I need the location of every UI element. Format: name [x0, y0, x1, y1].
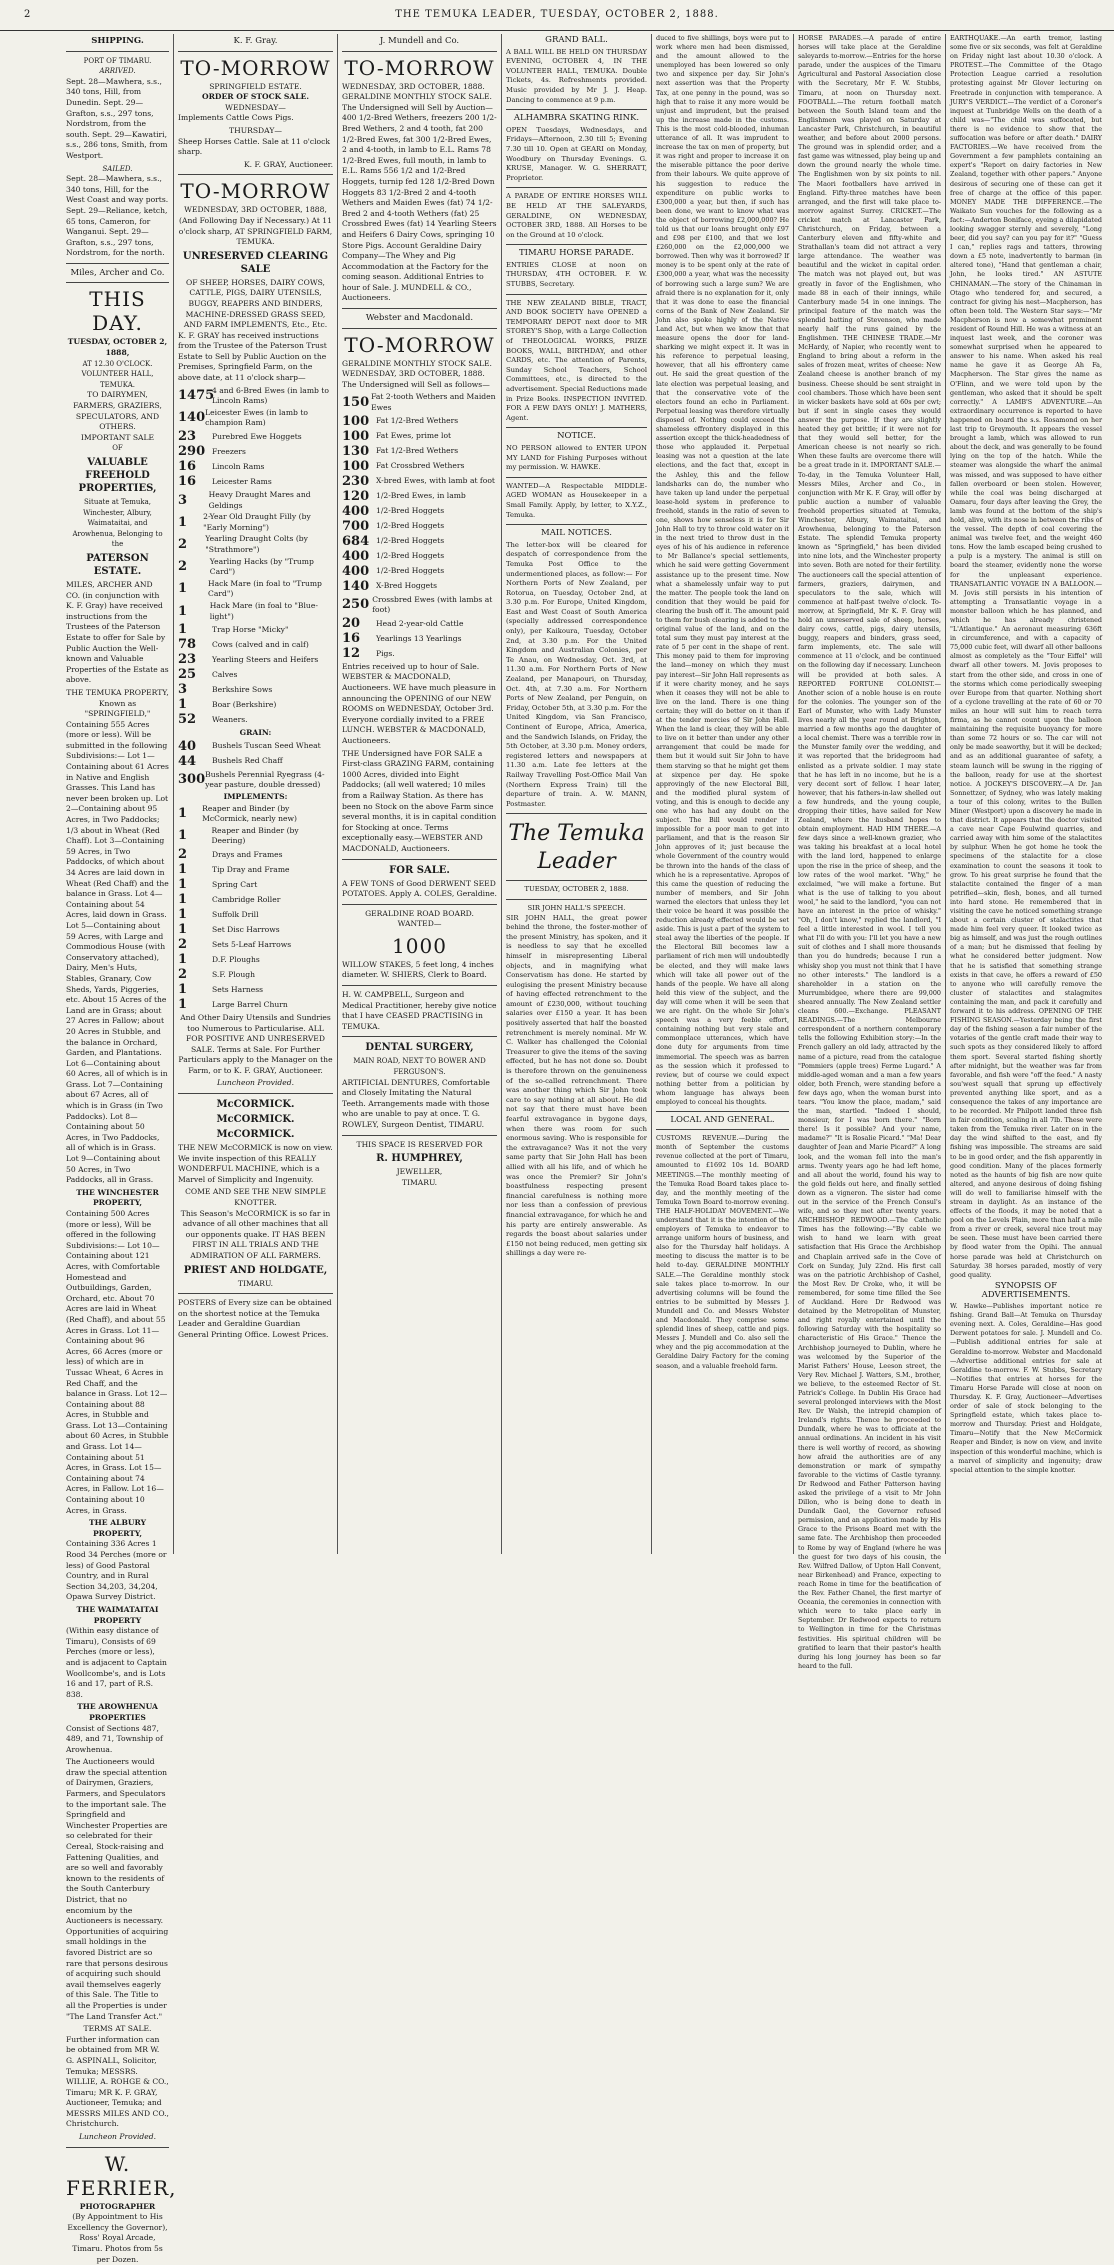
- body-text: A FEW TONS of Good DERWENT SEED POTATOES. Apply A. COLES, Geraldine.: [342, 878, 497, 899]
- lot-row: [178, 878, 333, 892]
- lot-quantity: 25: [178, 667, 197, 683]
- ferrier-heading: W. FERRIER,: [66, 2151, 177, 2200]
- body-text: A BALL WILL BE HELD ON THURSDAY EVENING, OCTOBER 4, IN THE VOLUNTEER HALL, TEMUKA. Double Tickets, 4s. Refreshments provided. Music provided by Mr J. J. Heap. Dancing to commence at 9 p.m.: [506, 47, 647, 104]
- lot-row: [178, 953, 333, 967]
- body-text: Consist of Sections 487, 489, and 71, Township of Arowhenua.: [66, 1723, 163, 1754]
- humphrey-heading: R. HUMPHREY,: [376, 1153, 463, 1165]
- body-text: K. F. GRAY has received instructions from the Trustee of the Paterson Trust Estate to Sell by Public Auction on the Premises, Springfield Farm, on the above date, at 11 o'clock sharp—: [178, 330, 327, 383]
- lot-description: 1/2-Bred Hoggets: [376, 521, 445, 531]
- wednesday-items: Implements Cattle Cows Pigs.: [178, 113, 294, 123]
- lot-quantity: 1: [178, 697, 188, 713]
- clearing-heading: UNRESERVED CLEARING SALE: [182, 250, 329, 275]
- body-text: OF SHEEP, HORSES, DAIRY COWS, CATTLE, PIGS, DAIRY UTENSILS, BUGGY, REAPERS AND BINDERS, MACHINE-DRESSED GRASS SEED, AND FARM IMPLEMENTS, Etc., Etc.: [183, 277, 328, 330]
- lot-description: Pigs.: [376, 648, 395, 658]
- lot-quantity: 120: [342, 488, 370, 504]
- lot-description: S.F. Plough: [212, 969, 256, 979]
- lot-row: [342, 580, 497, 594]
- body-text: W. Hawke—Publishes important notice re fishing. Grand Ball—At Temuka on Thursday evening next. A. Coles, Geraldine—Has good Derwent potatoes for sale. J. Mundell and Co.—Publish additional entries for sale at Geraldine to-morrow. Webster and Macdonald—Advertise additional entries for sale at Geraldine to-morrow. F. W. Stubbs, Secretary—Notifies that entries at horses for the Timaru Horse Parade will close at noon on Thursday. K. F. Gray, Auctioneer—Advertises order of sale of stock belonging to the Springfield estate, which takes place to-morrow and Thursday. Priest and Holdgate, Timaru—Notify that the New McCormick Reaper and Binder, is now on view, and invite inspection of this wonderful machine, which is a marvel of simplicity and ingenuity; draw special attention to the simple knotter.: [950, 1302, 1102, 1474]
- lot-row: [342, 520, 497, 534]
- shipping-heading: SHIPPING.: [91, 36, 144, 46]
- lot-quantity: 100: [342, 428, 370, 444]
- ball-heading: GRAND BALL.: [545, 35, 608, 45]
- dental-address: MAIN ROAD, NEXT TO BOWER AND FERGUSON'S.: [353, 1057, 486, 1077]
- lot-description: D.F. Ploughs: [212, 954, 260, 964]
- lot-description: Hack Mare (in foal to "Trump Card"): [208, 578, 322, 599]
- lot-row: [178, 408, 333, 429]
- lot-row: [342, 490, 497, 504]
- lot-quantity: 1: [178, 891, 188, 907]
- body-text: HORSE PARADES.—A parade of entire horses will take place at the Geraldine saleyards to-morrow.—Entries for the horse parade, under the auspices of the Timaru Agricultural and Pastoral Association close with the Secretary, Mr F. W. Stubbs, Timaru, at noon on Thursday next. FOOTBALL.—The return football match between the South Island team and the Englishmen was played on Saturday at Lancaster Park, Christchurch, in beautiful weather, and before about 2000 persons. The ground was in splendid order, and a fast game was witnessed, play being up and down the ground nearly the whole time. The Englishmen won by six points to nil. The Maori footballers have arrived in England. Fifty-three matches have been arranged, and the first will take place to-morrow against Surrey. CRICKET.—The cricket match at Lancaster Park, Christchurch, on Friday, between a Canterbury eleven and fifty-white and Strathallan's team did not attract a very large attendance. The weather was beautiful and the wicket in capital order. The match was not played out, but was greatly in favor of the Englishmen, who made 88 in each of their innings, while Canterbury made 54 in one innings. The principal feature of the match was the splendid batting of Stevenson, who made nearly half the runs gained by the Englishmen. THE CHINESE TRADE.—Mr McHardy, of Napier, who recently went to England to bring about a reform in the sales of frozen meat, writes of cheese: New Zealand cheese is another branch of my business. Cheese should be sent straight in cool chambers. Those which have been sent in wicker baskets have sold at 60s per cwt; but if sent in single cases they would answer the purpose. If they are slightly heated they get brittle; if it were not for that they would sell better, for the American cheese is not nearly so rich. When these faults are overcome there will be a great trade in it. IMPORTANT SALE.—To-day, in the Temuka Volunteer Hall, Messrs Miles, Archer and Co., in conjunction with Mr K. F. Gray, will offer by public auction a number of valuable freehold properties situated at Temuka, Winchester, Albury, Waimataitai, and Arowhenua, belonging to the Paterson Estate. The splendid Temuka property known as "Springfield," has been divided into nine lots, and the Winchester property into seven. Both are noted for their fertility. The auctioneers call the special attention of farmers, graziers, dairymen, and speculators to the sale, which will commence at half-past twelve o'clock. To-morrow, at Springfield, Mr K. F. Gray will hold an unreserved sale of sheep, horses, dairy cows, cattle, pigs, dairy utensils, buggy, reapers and binders, grass seed, farm implements, etc. The sale will commence at 11 o'clock, and be continued on the following day if necessary. Luncheon will be provided at both sales. A REPORTED FORTUNE COLONIST.—Another scion of a noble house is en route for the colonies. The younger son of the Earl of Munster, who with Lady Munster lives nearly all the year round at Brighton, married a few months ago the daughter of a local chemist. There was a terrible row in the Munster family over the wedding, and it was reported that the bridegroom had enlisted as a private soldier. I may state that he has left in no income, but he is a very decent sort of fellow. I hear later, however, that his fathers-in-law shelled out a few hundreds, and the young couple, dropping their titles, have sailed for New Zealand, where the husband hopes to obtain employment. HAD HIM THERE.—A few days since a well-known grazier, who was taking his breakfast at a local hotel with the land lord, happened to enlarge upon the rise in the price of sheep, and the low rates of the wool market. "Why," he exclaimed, "we will make a fortune. But what is the use of talking to you about wool," he said to the landlord, "you can not have an interest in the price of whisky." "Oh, I don't know," replied the landlord, "I feel a little interested in wool. I tell you what I'll do with you: I'll let you have a new suit of clothes and I shall more thousands than you do hundreds; because I run a whisky shop you must not think that I have no other interests." The landlord is a shareholder in a station on the Murrumbidgee, where there are 99,000 sheared annually. The New Zealand settler cleans 600.—Exchange. PLEASANT READINGS.—The Melbourne correspondent of a northern contemporary tells the following Exhibition story:—In the French gallery an old lady, attracted by the name of a picture, read from the catalogue "Pommiers (apple trees) Ferme Lugard." A middle-aged woman and a man a few years older, both French, were standing before a few days ago, when the woman burst into tears. "You know the place, madam," said the man, startled. "Indeed I should, monsieur, for I was born there." "Born there! Is it possible? And your name, madame?" "It is Rosalie Picard." "Ma! Dear daughter of Jean and Marie Picard?" A long look, and the woman fell into the man's arms. Twenty years ago he had left home, and all about the world, found his way to the gold fields out here, and finally settled down as a vigneron. The sister had come out in the service of the French Consul's wife, and so they met after twenty years. ARCHBISHOP REDWOOD.—The Catholic Times has the following:—"By cable we wish to hand we learn with great satisfaction that His Grace the Archbishop and Chaplain arrived safe in the Cove of Cork on Sunday, July 22nd. His first call was on the patriotic Archbishop of Cashel, the Most Rev. Dr Croke, who, it will be remembered, for some time filled the See of Auckland. Here Dr Redwood was detained by the Metropolitan of Munster, and right royally entertained until the following Saturday with the hospitality so characteristic of His Grace." Thence the Archbishop journeyed to Dublin, where he was welcomed by the Superior of the Marist Fathers' House, Leeson street, the Very Rev. Michael J. Watters, S.M., brother, we believe, to the esteemed Rector of St. Patrick's College. In Dublin His Grace had several prolonged interviews with the Most Rev. Dr Walsh, the intrepid champion of Ireland's rights. Thence he proceeded to Dundalk, where he was to officiate at the annual ordinations. An incident in his visit there is well worthy of record, as showing how afraid the authorities are of any demonstration or mark of sympathy favorable to the victims of Castle tyranny. Dr Redwood and Father Patterson having asked the privilege of a visit to Mr John Dillon, who is being done to death in Dundalk Gaol, the Governor refused permission, and an application made by His Grace to the Prisons Board met with the same fate. The Archbishop then proceeded to Rome by way of England (where he was the guest for two days of his cousin, the Rev. Wilfred Dallow, of Upton Hall Convent, near Birkenhead) and France, expecting to reach Rome in time for the beatification of the Rev. Father Chanel, the first martyr of Oceania, the ceremonies in connection with which were to take place early in September. Dr Redwood expects to return to Wellington in time for the Christmas festivities. His spiritual children will be gratified to learn that their pastor's health during his long journey has been so far heard to the full.: [798, 34, 941, 1670]
- luncheon: Luncheon Provided.: [79, 2132, 156, 2142]
- body-text: THE Undersigned have FOR SALE a First-class GRAZING FARM, containing 1000 Acres, divided into Eight Paddocks; (all well watered; 10 miles from a Railway Station. As there has been no Stock on the above Farm since several months, it is in capital condition for Stocking at once. Terms exceptionally easy.—WEBSTER AND MACDONALD, Auctioneers.: [342, 748, 497, 853]
- temuka-property: THE TEMUKA PROPERTY, Known as "SPRINGFIELD,": [66, 687, 169, 719]
- lot-quantity: 1: [178, 906, 188, 922]
- lot-quantity: 100: [342, 413, 370, 429]
- lot-row: [178, 490, 333, 511]
- lot-description: Berkshire Sows: [212, 684, 273, 694]
- body-text: ARTIFICIAL DENTURES, Comfortable and Closely Imitating the Natural Teeth. Arrangements made with those who are unable to pay at once. T. G. ROWLEY, Surgeon Dentist, TIMARU.: [342, 1077, 490, 1129]
- tomorrow-heading: TO-MORROW: [344, 332, 495, 357]
- important-sale: IMPORTANT SALE: [80, 432, 155, 442]
- firm-heading: Miles, Archer and Co.: [70, 267, 165, 278]
- lot-description: Bushels Red Chaff: [212, 756, 283, 766]
- lot-description: Freezers: [212, 446, 246, 456]
- column-3: [338, 34, 502, 1554]
- lot-description: Fat Ewes, prime lot: [376, 431, 452, 441]
- arrived-heading: ARRIVED.: [99, 67, 136, 76]
- sailed-text: Sept. 28—Mawhera, s.s., 340 tons, Hill, for the West Coast and way ports. Sept. 29—Reliance, ketch, 65 tons, Cameron, for Wanganui. Sept. 29—Grafton, s.s., 297 tons, Nordstrom, for the north.: [66, 174, 169, 258]
- lot-quantity: 1: [178, 921, 188, 937]
- order-heading: ORDER OF STOCK SALE.: [201, 92, 310, 102]
- priest-holdgate: PRIEST AND HOLDGATE,: [183, 1264, 328, 1276]
- lot-quantity: 1: [178, 876, 188, 892]
- lot-row: [178, 770, 333, 791]
- lot-quantity: 16: [178, 459, 197, 475]
- luncheon: Luncheon Provided.: [217, 1078, 294, 1088]
- lot-quantity: 1: [178, 622, 188, 638]
- masthead-date: TUESDAY, OCTOBER 2, 1888.: [524, 885, 629, 894]
- body-text: Containing 555 Acres (more or less). Will be submitted in the following Subdivisions:— Lot 1—Containing about 61 Acres in Native and English Grasses. This Land has never been broken up. Lot 2—Containing about 95 Acres, in Two Paddocks; 1/3 about in Wheat (Red Chaff). Lot 3—Containing 59 Acres, in Two Paddocks, of which about 34 Acres are laid down in Wheat (Red Chaff) and the balance in Grass. Lot 4—Containing about 54 Acres, laid down in Grass. Lot 5—Containing about 59 Acres, with Large and Commodious House (with Conservatory attached), Dairy, Men's Huts, Stables, Granary, Cow Sheds, Yards, Piggeries, etc. About 15 Acres of the Land are in Grass; about 27 Acres in Fallow; about 20 Acres in Stubble, and the balance in Orchard, Garden, and Plantations. Lot 6—Containing about 60 Acres, all of which is in Grass. Lot 7—Containing about 67 Acres, all of which is in Grass (in Two Paddocks). Lot 8—Containing about 50 Acres, in Two Paddocks, all of which is in Grass. Lot 9—Containing about 50 Acres, in Two Paddocks, all in Grass.: [66, 719, 169, 1185]
- lot-description: Cows (calved and in calf): [212, 639, 309, 649]
- body-text: POSTERS of Every size can be obtained on the shortest notice at the Temuka Leader and Geraldine Guardian General Printing Office. Lowest Prices.: [178, 1298, 332, 1339]
- lot-description: X-bred Ewes, with lamb at foot: [376, 476, 495, 486]
- terms: TERMS AT SALE.: [83, 2024, 152, 2034]
- lot-description: Hack Mare (in foal to "Blue-light"): [209, 600, 318, 621]
- lot-row: [178, 534, 333, 555]
- lot-description: Sets 5-Leaf Harrows: [212, 939, 292, 949]
- lot-row: [178, 938, 333, 952]
- of-text: OF: [112, 444, 123, 453]
- lot-row: [178, 863, 333, 877]
- lot-description: Bushels Perennial Ryegrass (4-year pasture, double dressed): [205, 769, 325, 790]
- lot-quantity: 20: [342, 615, 361, 631]
- lot-row: [342, 445, 497, 459]
- lot-row: [178, 638, 333, 652]
- lot-row: [178, 653, 333, 667]
- lot-description: Suffolk Drill: [212, 909, 259, 919]
- lot-description: Boar (Berkshire): [212, 699, 277, 709]
- lot-quantity: 130: [342, 443, 370, 459]
- lot-row: [178, 668, 333, 682]
- lot-row: [178, 683, 333, 697]
- lot-row: [178, 601, 333, 622]
- lot-row: [178, 923, 333, 937]
- implements-heading: IMPLEMENTS:: [223, 791, 288, 801]
- reserved-text: THIS SPACE IS RESERVED FOR: [356, 1139, 483, 1149]
- this-day-heading: THIS DAY.: [89, 287, 146, 336]
- lot-row: [342, 460, 497, 474]
- lot-description: Heavy Draught Mares and Geldings: [208, 490, 311, 510]
- lot-quantity: 400: [342, 503, 370, 519]
- sale-date: WEDNESDAY, 3RD OCTOBER, 1888, (And Following Day if Necessary.) At 11 o'clock sharp, AT SPRINGFIELD FARM, TEMUKA.: [178, 205, 333, 247]
- parade-heading: TIMARU HORSE PARADE.: [519, 248, 634, 259]
- lot-quantity: 150: [342, 395, 370, 411]
- wanted: WANTED—: [397, 919, 442, 929]
- lot-description: Crossbred Ewes (with lambs at foot): [372, 594, 493, 615]
- lot-row: [342, 430, 497, 444]
- lot-quantity: 140: [178, 410, 206, 426]
- local-heading: LOCAL AND GENERAL.: [670, 1115, 775, 1126]
- estate-heading: PATERSON ESTATE.: [86, 552, 149, 577]
- lot-description: Sets Harness: [212, 984, 264, 994]
- lot-quantity: 3: [178, 682, 188, 698]
- lot-row: [342, 535, 497, 549]
- lot-row: [342, 565, 497, 579]
- stock-list: [178, 386, 333, 728]
- body-text: H. W. CAMPBELL, Surgeon and Medical Practitioner, hereby give notice that I have CEASED PRACTISING in TEMUKA.: [342, 990, 497, 1031]
- lot-description: 1/2-Bred Ewes, in lamb: [376, 491, 466, 501]
- lot-row: [342, 617, 497, 631]
- lot-description: Fat 1/2-Bred Wethers: [376, 416, 459, 426]
- stakes-count: 1000: [392, 933, 447, 958]
- dental-heading: DENTAL SURGERY,: [365, 1042, 474, 1054]
- lot-quantity: 684: [342, 533, 370, 549]
- body-text: duced to five shillings, boys were put to work where men had been dismissed, and the amount allowed to the unemployed has been lowered so only two and sixpence per day. Sir John's next assertion was that the Property Tax, at one penny in the pound, was so high that to raise it any more would be unjust and imprudent, but the praised up the increase made in the customs. This is the most cold-blooded, inhuman utterance of all. It was imprudent to increase the tax on men of property, but it was right and proper to increase it on the miserable pittance the poor derive from their labours. We quite approve of his suggestion to reduce the expenditure on public works to £300,000 a year, but then, if such has been done, we want to know what was the object of borrowing £2,000,000? He told us that our loans brought only £97 and £98 per £100, and that we lost £260,000 on the £2,000,000 we borrowed. Then why was it borrowed? If money is to be spent only at the rate of £300,000 a year, what was the necessity of borrowing such a large sum? We are afraid there is no explanation for it, only that it was done to ease the financial corns of the Bank of New Zealand. Sir John also spoke highly of the Native Land Act, but when we know that that measure opens the door for land-sharking we might expect it. It was in his reference to perpetual leasing, however, that all his effrontery came out. He said the great question of the late election was perpetual leasing, and that the conservative vote of the electors found an echo in Parliament. Perpetual leasing was therefore virtually disposed of. Nothing could exceed the shameless effrontery displayed in this assertion except the thick-headedness of those who applauded it. Perpetual leasing was not a question at the late elections, and the fact that, except in the Ashley, this and the fellow landsharks can do, the number who have taken up land under the perpetual lease-hold system in preference to freehold, stands in the ratio of seven to one, shows how senseless it is for Sir John Hall to try to throw cold water on it in the next tried to throw dust in the eyes of his of his audience in reference to Mr Ballance's special settlements, which he said were getting Government assistance up to the present time. Now what a shamelessly unfair way to put the matter. The people took the land on condition that they would be paid for clearing the bush off it. The amount paid to them for bush clearing is added to the original value of the land, and on the total sum they must pay interest at the rate of 5 per cent in the shape of rent. This money paid to them for improving the land—money on which they must pay interest—Sir John Hall represents as if it were charity money, and he says when it ceases they will not be able to live on the land. There is one thing certain; they will do better on it than if at the tender mercies of Sir John Hall. When the land is clear, they will be able to live on it better than under any other arrangement that could be made for them but it would suit Sir John to have them starving so that he might get them at sixpence per day. He spoke approvingly of the new Electoral Bill, and the modified plural system of voting, and this is enough to decide any one who has had any doubt on the subject. The Bill would render it impossible for a poor man to get into parliament, and that is the reason Sir John approves of it; just because the whole Government of the country would be thrown into the hands of the class of which he is a representative. Apropos of this came the question of reducing the number of members, and Sir John warned the electors that unless they let their voice be heard it was possible the reduction already effected would be set aside. This is just a part of the system to steal away the liberties of the people. If the Electoral Bill becomes law a parliament of rich men will undoubtedly be elected, and they will make laws which will take all power out of the hands of the people. We have all along held this view of the subject, and the day will come when it will be seen that we are right. On the whole Sir John's speech was a very feeble effort, containing nothing but very stale and commonplace utterances, which have done duty for arguments from time immemorial. The speech was as barren as the session which it professed to review, but of course we could expect nothing better from a politician by whom language has always been employed to conceal his thoughts.: [656, 34, 789, 1106]
- lot-quantity: 700: [342, 518, 370, 534]
- road-board-heading: GERALDINE ROAD BOARD.: [365, 908, 474, 918]
- lot-quantity: 2: [178, 966, 188, 982]
- body-text: This Season's McCORMICK is so far in advance of all other machines that all our opponents quake. IT HAS BEEN FIRST IN ALL TRIALS AND THE ADMIRATION OF ALL FARMERS.: [180, 1208, 331, 1260]
- lot-description: Spring Cart: [212, 879, 258, 889]
- lot-row: [178, 998, 333, 1012]
- estate-name: SPRINGFIELD ESTATE.: [209, 81, 302, 91]
- lot-quantity: 250: [342, 597, 370, 613]
- lot-description: Yearling Draught Colts (by "Strathmore"): [205, 534, 308, 554]
- lot-row: [178, 968, 333, 982]
- lot-description: Calves: [212, 669, 238, 679]
- lot-description: Leicester Ewes (in lamb to champion Ram): [205, 407, 308, 428]
- mccormick-heading: McCORMICK.: [216, 1099, 295, 1111]
- lot-description: Bushels Tuscan Seed Wheat: [212, 741, 321, 751]
- body-text: The letter-box will be cleared for despatch of correspondence from the Temuka Post Office to the undermentioned places, as follow:— For Northern Ports of New Zealand, per Rotorua, on Tuesday, October 2nd, at 3.30 p.m. For Europe, United Kingdom, East and West Coast of South America (specially addressed correspondence only), per Kaikoura, Tuesday, October 2nd, at 3.30 p.m. For the United Kingdom and Australian Colonies, per Te Anau, on Wednesday, Oct. 3rd, at 11.30 a.m. For Northern Ports of New Zealand, per Manapouri, on Thursday, Oct. 4th, at 7.30 a.m. For Northern Ports of New Zealand, per Penguin, on Friday, October 5th, at 3.30 p.m. For the United Kingdom, via San Francisco, Continent of Europe, Africa, America, and the Sandwich Islands, on Friday, the 5th October, at 3.30 p.m. Money orders, registered letters and newspapers at 11.30 a.m. Late fee letters at the Railway Travelling Post-Office Mail Van (Northern Express Train) till the departure of train. A. W. MANN, Postmaster.: [506, 540, 647, 808]
- body-text: THE NEW ZEALAND BIBLE, TRACT, AND BOOK SOCIETY have OPENED a TEMPORARY DEPOT next door to MR STOREY'S Shop, with a Large Collection of THEOLOGICAL WORKS, PRIZE BOOKS, WALL, BIRTHDAY, and other CARDS, etc. The attention of Parents, Sunday School Teachers, School Committees, etc., is directed to the advertisement. Special Reductions made in Prize Books. INSPECTION INVITED. FOR A FEW DAYS ONLY! J. MATHERS, Agent.: [506, 298, 647, 422]
- wednesday: WEDNESDAY—: [225, 102, 286, 112]
- lot-row: [342, 595, 497, 616]
- lot-description: Reaper and Binder (by McCormick, nearly new): [202, 803, 297, 824]
- lot-row: [342, 475, 497, 489]
- body-text: Entries received up to hour of Sale. WEBSTER & MACDONALD, Auctioneers. WE have much pleasure in announcing the OPENING of our NEW ROOMS on WEDNESDAY, October 3rd. Everyone cordially invited to a FREE LUNCH. WEBSTER & MACDONALD, Auctioneers.: [342, 661, 496, 745]
- mccormick-heading: McCORMICK.: [216, 1114, 295, 1126]
- signature: K. F. GRAY, Auctioneer.: [243, 159, 333, 169]
- body-text: THE NEW McCORMICK is now on view. We invite inspection of this REALLY WONDERFUL MACHINE, which is a Marvel of Simplicity and Ingenuity.: [178, 1143, 333, 1184]
- lot-row: [178, 713, 333, 727]
- notice-heading: NOTICE.: [557, 431, 596, 442]
- lot-description: Leicester Rams: [212, 476, 272, 486]
- lot-quantity: 2: [178, 537, 188, 552]
- lot-row: [178, 848, 333, 862]
- lot-row: [178, 740, 333, 754]
- lot-row: [178, 755, 333, 769]
- lot-row: [342, 647, 497, 661]
- body-text: CUSTOMS REVENUE.—During the month of September the customs revenue collected at the port of Timaru, amounted to £1692 10s 1d. BOARD MEETINGS.—The monthly meeting of the Temuka Road Board takes place to-day, and the monthly meeting of the Temuka Town Board to-morrow evening. THE HALF-HOLIDAY MOVEMENT.—We understand that it is the intention of the employers of Temuka to endeavor to arrange uniform hours of business, and also for the Thursday half holidays. A meeting to discuss the matter is to be held to-day. GERALDINE MONTHLY SALE.—The Geraldine monthly stock sale takes place to-morrow. In our advertising columns will be found the entries to be submitted by Messrs J. Mundell and Co. and Messrs Webster and Macdonald. They comprise some splendid lines of sheep, cattle and pigs. Messrs J. Mundell and Co. also sell the whey and the pig accommodation at the Geraldine Dairy Factory for the coming season, and a valuable freehold farm.: [656, 1134, 789, 1370]
- lot-quantity: 23: [178, 652, 197, 668]
- tomorrow-heading: TO-MORROW: [344, 55, 495, 80]
- page-header: [0, 0, 1114, 31]
- thursday-items: Sheep Horses Cattle. Sale at 11 o'clock sharp.: [178, 136, 330, 157]
- column-4: [502, 34, 652, 1554]
- masthead: The Temuka Leader: [508, 821, 645, 875]
- mail-heading: MAIL NOTICES.: [541, 528, 612, 539]
- lot-quantity: 300: [178, 772, 206, 788]
- firm-heading: K. F. Gray.: [233, 36, 278, 46]
- venue: VOLUNTEER HALL, TEMUKA.: [81, 370, 154, 389]
- lot-description: Drays and Frames: [212, 849, 283, 859]
- waimataitai-property: THE WAIMATAITAI PROPERTY: [76, 1604, 159, 1625]
- lot-description: Set Disc Harrows: [212, 924, 280, 934]
- lot-quantity: 400: [342, 548, 370, 564]
- lot-quantity: 400: [342, 563, 370, 579]
- sale-date: TUESDAY, OCTOBER 2, 1888,: [67, 337, 168, 358]
- lot-quantity: 1: [178, 981, 188, 997]
- lot-quantity: 290: [178, 444, 206, 460]
- lot-row: [178, 557, 333, 578]
- body-text: The Auctioneers would draw the special attention of Dairymen, Graziers, Farmers, and Speculators to the important sale. The Springfield and Winchester Properties are so celebrated for their Cereal, Stock-raising and Fattening Qualities, and are so well and favorably known to the residents of the South Canterbury District, that no encomium by the Auctioneers is necessary. Opportunities of acquiring small holdings in the favored District are so rare that persons desirous of acquiring such should avail themselves eagerly of this Sale. The Title to all the Properties is under "The Land Transfer Act.": [66, 1757, 169, 2021]
- jeweller: JEWELLER,: [396, 1167, 443, 1177]
- tomorrow-heading: TO-MORROW: [180, 55, 331, 80]
- column-1: [62, 34, 177, 2264]
- lot-row: [178, 804, 333, 825]
- lot-quantity: 1: [178, 861, 188, 877]
- arrived-text: Sept. 28—Mawhera, s.s., 340 tons, Hill, from Dunedin. Sept. 29—Grafton, s.s., 297 tons, Nordstrom, from the south. Sept. 29—Kawatiri, s.s., 286 tons, Smith, from Westport.: [66, 76, 168, 160]
- lot-description: X-Bred Hoggets: [376, 581, 438, 591]
- lot-description: Fat 1/2-Bred Wethers: [376, 446, 459, 456]
- grain-list: [178, 740, 333, 791]
- lot-description: Fat 2-tooth Wethers and Maiden Ewes: [371, 392, 496, 413]
- lot-row: [178, 579, 333, 600]
- firm-heading: Webster and Macdonald.: [365, 313, 474, 324]
- lot-row: [178, 826, 333, 847]
- body-text: Containing 336 Acres 1 Rood 34 Perches (more or less) of Good Pastoral Country, and in Rural Section 34,203, 34,204, Opawa Survey District.: [66, 1539, 167, 1602]
- timaru: TIMARU.: [237, 1278, 274, 1288]
- lot-description: Weaners.: [212, 714, 248, 724]
- photographer-heading: PHOTOGRAPHER: [79, 2201, 156, 2211]
- lot-quantity: 1: [178, 996, 188, 1012]
- lot-row: [178, 698, 333, 712]
- body-text: NO PERSON allowed to ENTER UPON MY LAND for Fishing Purposes without my permission. W. HAWKE.: [506, 443, 647, 472]
- lot-row: [178, 475, 333, 489]
- body-text: MILES, ARCHER AND CO. (in conjunction with K. F. Gray) have received instructions from the Trustees of the Paterson Estate to offer for Sale by Public Auction the Well-known and Valuable Properties of the Estate as above.: [66, 579, 169, 685]
- lot-row: [178, 460, 333, 474]
- body-text: GERALDINE MONTHLY STOCK SALE. WEDNESDAY, 3RD OCTOBER, 1888. The Undersigned will Sell as follows—: [342, 358, 492, 389]
- lot-row: [342, 505, 497, 519]
- body-text: ENTRIES CLOSE at noon on THURSDAY, 4TH OCTOBER. F. W. STUBBS, Secretary.: [506, 260, 647, 289]
- sailed-heading: SAILED.: [102, 164, 133, 173]
- lot-quantity: 100: [342, 458, 370, 474]
- lot-description: 2-Year Old Draught Filly (by "Early Morning"): [203, 512, 311, 532]
- column-5: [652, 34, 794, 1554]
- column-6: [794, 34, 946, 1670]
- lot-description: Reaper and Binder (by Deering): [211, 825, 299, 846]
- column-7: [946, 34, 1106, 1554]
- lot-row: [178, 893, 333, 907]
- lot-description: 1/2-Bred Hoggets: [376, 551, 445, 561]
- lot-row: [342, 632, 497, 646]
- body-text: Further information can be obtained from MR W. G. ASPINALL, Solicitor, Temuka; MESSRS. WILLIE, A. ROHGE & CO., Timaru; MR K. F. GRAY, Auctioneer, Temuka; and MESSRS MILES AND CO., Christchurch.: [66, 2034, 169, 2129]
- synopsis-heading: SYNOPSIS OF ADVERTISEMENTS.: [981, 1280, 1071, 1300]
- lot-description: Yearling Steers and Heifers: [212, 654, 319, 664]
- lot-quantity: 230: [342, 473, 370, 489]
- valuable-heading: VALUABLE FREEHOLD PROPERTIES,: [78, 457, 157, 494]
- lot-quantity: 1: [178, 951, 188, 967]
- lot-quantity: 3: [178, 492, 188, 508]
- implements-list: [178, 804, 333, 1012]
- lot-quantity: 52: [178, 712, 197, 728]
- lot-row: [342, 415, 497, 429]
- speech-heading: SIR JOHN HALL'S SPEECH.: [527, 903, 626, 912]
- body-text: (Within easy distance of Timaru), Consists of 69 Perches (more or less), and is adjacent to Captain Woollcombe's, and is Lots 16 and 17, part of R.S. 838.: [66, 1626, 167, 1699]
- lot-row: [342, 550, 497, 564]
- lot-quantity: 1: [178, 514, 188, 530]
- body-text: OPEN Tuesdays, Wednesdays, and Fridays—Afternoon, 2.30 till 5; Evening 7.30 till 10. Open at GEARI on Monday, Woodbury on Thursday Evenings. G. KRUSE, Manager. W. G. SHERRATT, Proprietor.: [506, 125, 647, 182]
- lot-description: 1/2-Bred Hoggets: [376, 506, 445, 516]
- body-text: WEDNESDAY, 3RD OCTOBER, 1888. GERALDINE MONTHLY STOCK SALE. The Undersigned will Sell by Auction—400 1/2-Bred Wethers, freezers 200 1/2-Bred Wethers, 2 and 4 tooth, fat 200 1/2-Bred Ewes, fat 300 1/2-Bred Ewes, 2 and 4-tooth, in lamb to E.L. Rams 78 1/2-Bred Ewes, full mouth, in lamb to E.L. Rams 556 1/2 and 1/2-Bred Hoggets, turnip fed 128 1/2-Bred Down Hoggets 83 1/2-Bred 2 and 4-tooth Wethers and Maiden Ewes (fat) 74 1/2-Bred 2 and 4-tooth Wethers (fat) 25 Crossbred Ewes (fat) 14 Yearling Steers and Heifers 6 Dairy Cows, springing 10 Store Pigs. Account Geraldine Dairy Company—The Whey and Pig Accommodation at the Factory for the coming season. Additional Entries to hour of Sale. J. MUNDELL & CO., Auctioneers.: [342, 81, 497, 303]
- body-text: Containing 500 Acres (more or less), Will be offered in the following Subdivisions:— Lot 10—Containing about 121 Acres, with Comfortable Homestead and Outbuildings, Garden, Orchard, etc. About 70 Acres are laid in Wheat (Red Chaff), and about 55 Acres in Grass. Lot 11—Containing about 96 Acres, 66 Acres (more or less) of which are in Tussac Wheat, 6 Acres in Red Chaff, and the balance in Grass. Lot 12—Containing about 88 Acres, in Stubble and Grass. Lot 13—Containing about 60 Acres, in Stubble and Grass. Lot 14—Containing about 51 Acres, in Grass. Lot 15—Containing about 74 Acres, in Fallow. Lot 16—Containing about 10 Acres, in Grass.: [66, 1209, 169, 1515]
- lot-quantity: 40: [178, 738, 197, 754]
- body-text: WILLOW STAKES, 5 feet long, 4 inches diameter. W. SHIERS, Clerk to Board.: [342, 959, 494, 980]
- winchester-property: THE WINCHESTER PROPERTY,: [76, 1187, 159, 1208]
- body-text: SIR JOHN HALL, the great power behind the throne, the foster-mother of the present Ministry, has spoken, and it is needless to say that he excelled himself in misrepresenting Liberal objects, and in magnifying what Conservatism has done. He started by eulogising the present Ministry because of having effected retrenchment to the amount of £230,000, without touching salaries over £150 a year. It has been positively asserted that half the boasted retrenchment is merely nominal. Mr W. C. Walker has challenged the Colonial Treasurer to give the items of the saving effected, but he has not done so. Doubt is therefore thrown on the genuineness of the so-called retrenchment. There was another thing which Sir John took care to say nothing at all about. He did not say that there must have been fearful extravagance in bygone days, when there was room for such enormous saving. Who is responsible for the extravagance? Was it not the very same party that Sir John Hall has been allied with all his life, and of which he was once the Premier? Sir John's boastfulness respecting present financial carefulness is nothing more nor less than a confession of previous financial extravagance, for which he and his party are entirely answerable. As regards the boast about salaries under £150 not being reduced, men getting six shillings a day were re-: [506, 913, 647, 1258]
- rink-heading: ALHAMBRA SKATING RINK.: [513, 113, 640, 124]
- lot-quantity: 2: [178, 559, 188, 575]
- lot-description: Yearling Hacks (by "Trump Card"): [209, 556, 314, 577]
- column-2: [174, 34, 338, 1554]
- lot-row: [342, 392, 497, 413]
- lot-description: Cambridge Roller: [212, 894, 281, 904]
- lot-quantity: 1: [178, 581, 188, 597]
- lot-description: Head 2-year-old Cattle: [376, 618, 464, 628]
- come-and-see: COME AND SEE THE NEW SIMPLE KNOTTER.: [185, 1187, 326, 1208]
- timaru: TIMARU.: [401, 1177, 438, 1187]
- sale-time: AT 12.30 O'CLOCK.: [82, 359, 153, 368]
- lot-quantity: 78: [178, 637, 197, 653]
- stock-list: [342, 392, 497, 660]
- lot-quantity: 1: [178, 603, 188, 619]
- arowhenua-property: THE AROWHENUA PROPERTIES: [77, 1702, 158, 1722]
- lot-description: Lincoln Rams: [212, 461, 265, 471]
- lot-quantity: 44: [178, 753, 197, 769]
- lot-quantity: 1: [178, 828, 188, 844]
- lot-row: [178, 445, 333, 459]
- lot-row: [178, 512, 333, 533]
- body-text: (By Appointment to His Excellency the Governor), Ross' Royal Arcade, Timaru. Photos from 5s per Dozen.: [67, 2212, 168, 2264]
- mccormick-heading: McCORMICK.: [216, 1129, 295, 1141]
- lot-description: Tip Dray and Frame: [212, 864, 290, 874]
- lot-description: Fat Crossbred Wethers: [376, 461, 465, 471]
- lot-row: [178, 623, 333, 637]
- body-text: And Other Dairy Utensils and Sundries too Numerous to Particularise. ALL FOR POSITIVE AND UNRESERVED SALE. Terms at Sale. For Further Particulars apply to the Manager on the Farm, or to K. F. GRAY, Auctioneer.: [178, 1012, 333, 1075]
- lot-quantity: 2: [178, 936, 188, 952]
- lot-description: Purebred Ewe Hoggets: [212, 431, 302, 441]
- lot-quantity: 140: [342, 578, 370, 594]
- tomorrow-heading: TO-MORROW: [180, 179, 331, 204]
- lot-quantity: 1: [178, 806, 188, 822]
- body-text: WANTED—A Respectable MIDDLE-AGED WOMAN as Housekeeper in a Small Family. Apply, by letter, to X.Y.Z., Temuka.: [506, 481, 647, 519]
- thursday: THURSDAY—: [229, 125, 282, 135]
- lot-description: 1/2-Bred Hoggets: [376, 566, 445, 576]
- lot-quantity: 1475: [178, 388, 215, 404]
- lot-row: [178, 908, 333, 922]
- body-text: EARTHQUAKE.—An earth tremor, lasting some five or six seconds, was felt at Geraldine on Friday night last about 10.30 o'clock. A PROTEST.—The Committee of the Otago Protection League carried a resolution protesting against Mr Glover lecturing on Freetrade in conjunction with temperance. A JURY'S VERDICT.—The verdict of a Coroner's inquest at Tunbridge Wells on the death of a child was—"The child was suffocated, but there is no evidence to show that the suffocation was before or after death." DAIRY FACTORIES.—We have received from the Government a few pamphlets containing an expert's "Report on dairy factories in New Zealand, together with other papers." Anyone desirous of securing one of these can get it free of charge at the office of this paper. MONEY MADE THE DIFFERENCE.—The Waikato Sun vouches for the following as a fact:—Anderton Boniface, eyeing a dilapidated looking swagger sternly and severely, "Long beer, did you say? can you pay for it?" "Guess I can," replies rags and tatters, throwing down a £5 note, inadvertently to barman (in altered tone), "Hand that gentleman a chair, John, he looks tired." AN ASTUTE CHINAMAN.—The story of the Chinaman in Otago who tendered for, and secured, a contract for giving his nest—Macpherson, has often been told. The Western Star says:—"Mr Macpherson is now a somewhat prominent resident of Round Hill. He was a witness at an inquest last week, and the coroner was somewhat surprised when he appeared to answer to his name. When asked his real name he gave it as George Ah Fa, Macpherson. The Star gives the name as O'Flinn, and we were told upon by the gentleman, who asked that it should be spelt correctly." A LAMB'S ADVENTURE.—An extraordinary occurrence is reported to have happened on board the s.s. Rosamond on her last trip to Greymouth. It appears the vessel brought a lamb, which was allowed to run about the deck, and was generally to be found lying on the top of the hatch. While the steamer was alongside the wharf the animal was missed, and was supposed to have either fallen overboard or been stolen. However, while the coal was being discharged at Oamaru, four days after leaving the Grey, the lamb was found at the bottom of the ship's hold, alive, with its nose in between the ribs of the vessel. The depth of coal covering the animal was twelve feet, and the weight 460 tons. How the lamb escaped being crushed to a pulp is a mystery. The animal is still on board the steamer, evidently none the worse for the unpleasant experience. TRANSATLANTIC VOYAGE IN A BALLOON.—M. Jovis still persists in his intention of attempting a Transatlantic voyage in a monster balloon which he has planned, and which he has already christened "L'Atlantique." An aeronaut measuring 636ft in circumference, and with a capacity of 75,000 cubic feet, will dwarf all other balloons almost as completely as the "Tour Eiffel" will dwarf all other towers. M. Jovis proposes to start from the other side, and cross in one of the storms which come periodically sweeping over Europe from that quarter. Nothing short of a cyclone travelling at the rate of 60 or 70 miles an hour will suit him to reach terra firma, as he cannot count upon the balloon maintaining the requisite buoyancy for more than some 72 hours or so. The car will not only be made seaworthy, but it will be decked; and as an additional guarantee of safety, a steam launch will be swung in the rigging of the balloon, ready for use at the shortest notice. A JOCKEY'S DISCOVERY.—A Dr. Jan Sonnettzer, of Sydney, who was lately making a tour of this colony, writes to the Bullen Miner (Westport) upon a discovery he made in that district. It appears that the doctor visited a cave near Cape Foulwind quarries, and carried away with him some of the stalactites by sulphur. When he got home he took the specimens of the stalactite for a close examination to count the seasons it took to grow. To his great surprise he found that the stalactite contained the finger of a man petrified—skin, flesh, bones, and all turned into hard stone. He remembered that in visiting the cave he noticed something strange about a certain cluster of stalactites that made him feel very queer. It looked twice as big as himself, and was just the rough outlines of a man; but he dismissed that feeling by what he considered better judgment. Now that he is satisfied that something strange exists in that cave, he offers a reward of £50 to anyone who will carefully remove the cluster of stalactites and stalagmites containing the man, and pack it carefully and forward it to his address. OPENING OF THE FISHING SEASON.—Yesterday being the first day of the fishing season a fair number of the votaries of the gentle craft made their way to such spots as they considered likely to afford them sport. Several started fishing shortly after midnight, but the weather was far from favorable, and fish were "off the feed." A nasty sou'west squall that sprung up effectively prevented anything like sport, and as a consequence the takes of any importance are to be recorded. Mr Philpott landed three fish in fair condition, scaling in all 7lb. These were taken from the Temuka river. Later on in the day the wind shifted to the east, and fly fishing was impossible. The streams are said to be in good order, and the fish apparently in good condition. Many of the places formerly noted as the haunts of big fish are now quite altered, and anyone desirous of doing fishing will do well to familiarise himself with the stream in daylight. As an instance of the effects of the floods, it may be noted that a pool on the Levels Plain, more than half a mile from a river or creek, several nice trout may be seen. These must have been carried there by flood water from the Opihi. The annual horse parade was held at Christchurch on Saturday. 38 horses paraded, mostly of very good quality.: [950, 34, 1102, 1279]
- body-text: A PARADE OF ENTIRE HORSES WILL BE HELD AT THE SALEYARDS, GERALDINE, ON WEDNESDAY, OCTOBER 3RD, 1888. All Horses to be on the Ground at 10 o'clock.: [506, 192, 647, 239]
- lot-row: [178, 430, 333, 444]
- situate-text: Situate at Temuka, Winchester, Albury, Waimataitai, and Arowhenua, Belonging to the: [72, 498, 163, 549]
- albury-property: THE ALBURY PROPERTY,: [88, 1518, 147, 1538]
- addressees: TO DAIRYMEN, FARMERS, GRAZIERS, SPECULATORS, AND OTHERS.: [73, 390, 162, 432]
- lot-description: 4 and 6-Bred Ewes (in lamb to Lincoln Rams): [212, 385, 329, 406]
- lot-quantity: 16: [178, 474, 197, 490]
- firm-heading: J. Mundell and Co.: [379, 36, 460, 46]
- page-number: 2: [24, 9, 32, 20]
- lot-row: [178, 983, 333, 997]
- lot-description: Trap Horse "Micky": [212, 624, 289, 634]
- lot-quantity: 23: [178, 429, 197, 445]
- lot-description: Yearlings 13 Yearlings: [376, 633, 462, 643]
- for-sale-heading: FOR SALE.: [389, 864, 450, 876]
- port-heading: PORT OF TIMARU.: [83, 56, 152, 65]
- lot-description: Large Barrel Churn: [212, 999, 288, 1009]
- lot-quantity: 2: [178, 846, 188, 862]
- grain-heading: GRAIN:: [239, 728, 272, 738]
- lot-row: [178, 386, 333, 407]
- lot-description: 1/2-Bred Hoggets: [376, 536, 445, 546]
- lot-quantity: 16: [342, 630, 361, 646]
- page-title: THE TEMUKA LEADER, TUESDAY, OCTOBER 2, 1888.: [395, 9, 719, 20]
- lot-quantity: 12: [342, 645, 361, 661]
